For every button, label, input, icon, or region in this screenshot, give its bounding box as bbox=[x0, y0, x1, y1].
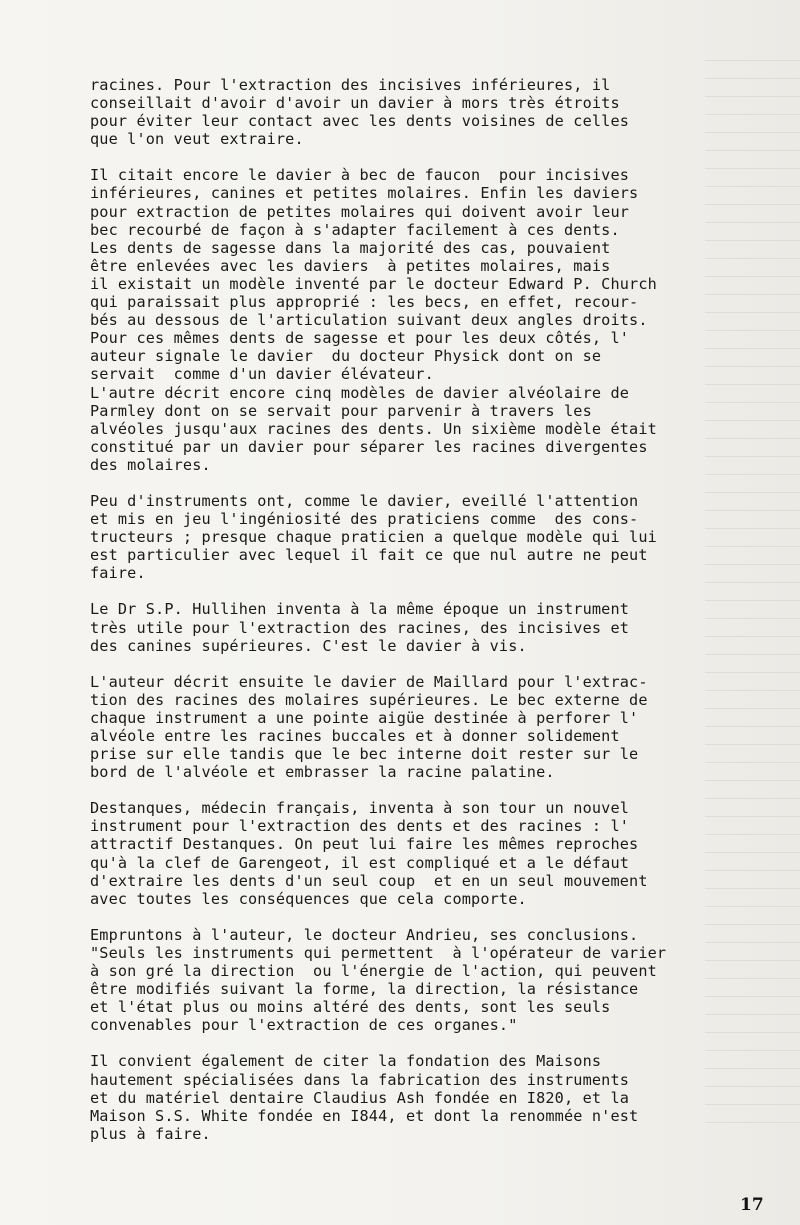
text-line: être enlevées avec les daviers à petites molaires, mais bbox=[90, 256, 611, 275]
paragraph bbox=[90, 76, 760, 148]
text-line: bés au dessous de l'articulation suivant deux angles droits. bbox=[90, 311, 648, 330]
paragraph bbox=[90, 166, 760, 474]
text-line: et l'état plus ou moins altéré des dents, sont les seuls bbox=[90, 998, 611, 1017]
text-line: Les dents de sagesse dans la majorité des cas, pouvaient bbox=[90, 238, 611, 257]
text-line: très utile pour l'extraction des racines, des incisives et bbox=[90, 618, 630, 637]
text-line: et du matériel dentaire Claudius Ash fondée en I820, et la bbox=[90, 1088, 630, 1107]
text-line: bord de l'alvéole et embrasser la racine palatine. bbox=[90, 763, 555, 782]
text-line: Il convient également de citer la fondation des Maisons bbox=[90, 1052, 602, 1071]
text-line: conseillait d'avoir d'avoir un davier à mors très étroits bbox=[90, 94, 620, 113]
text-line: constitué par un davier pour séparer les racines divergentes bbox=[90, 437, 648, 456]
text-line: alvéole entre les racines buccales et à donner solidement bbox=[90, 727, 620, 745]
text-line: avec toutes les conséquences que cela comporte. bbox=[90, 889, 527, 908]
paragraph bbox=[90, 926, 760, 1035]
text-line: des canines supérieures. C'est le davier à vis. bbox=[90, 636, 527, 655]
text-line: est particulier avec lequel il fait ce que nul autre ne peut bbox=[90, 546, 648, 565]
text-line: être modifiés suivant la forme, la direction, la résistance bbox=[90, 980, 639, 999]
text-line: pour éviter leur contact avec les dents voisines de celles bbox=[90, 112, 630, 131]
paragraph bbox=[90, 492, 760, 582]
text-line: bec recourbé de façon à s'adapter facilement à ces dents. bbox=[90, 220, 620, 239]
text-line: inférieures, canines et petites molaires. Enfin les daviers bbox=[90, 184, 639, 203]
text-line: Empruntons à l'auteur, le docteur Andrieu, ses conclusions. bbox=[90, 925, 639, 944]
text-line: que l'on veut extraire. bbox=[90, 130, 304, 149]
text-line: "Seuls les instruments qui permettent à l'opérateur de varier bbox=[90, 943, 667, 962]
text-line: plus à faire. bbox=[90, 1124, 211, 1143]
text-line: auteur signale le davier du docteur Physick dont on se bbox=[90, 347, 602, 366]
text-line: hautement spécialisées dans la fabrication des instruments bbox=[90, 1070, 630, 1089]
text-line: L'auteur décrit ensuite le davier de Maillard pour l'extrac- bbox=[90, 672, 648, 691]
text-line: L'autre décrit encore cinq modèles de davier alvéolaire de bbox=[90, 383, 630, 402]
paragraph bbox=[90, 1052, 760, 1142]
text-line: servait comme d'un davier élévateur. bbox=[90, 365, 434, 384]
text-line: alvéoles jusqu'aux racines des dents. Un sixième modèle était bbox=[90, 419, 657, 438]
text-line: d'extraire les dents d'un seul coup et en un seul mouvement bbox=[90, 871, 648, 890]
body-text bbox=[90, 76, 760, 1161]
text-line: tructeurs ; presque chaque praticien a quelque modèle qui lui bbox=[90, 528, 657, 547]
page-number: 17 bbox=[740, 1195, 764, 1215]
text-line: et mis en jeu l'ingéniosité des praticiens comme des cons- bbox=[90, 510, 639, 529]
text-line: Parmley dont on se servait pour parvenir à travers les bbox=[90, 401, 592, 420]
text-line: Pour ces mêmes dents de sagesse et pour les deux côtés, l' bbox=[90, 329, 630, 348]
text-line: prise sur elle tandis que le bec interne doit rester sur le bbox=[90, 745, 639, 764]
text-line: instrument pour l'extraction des dents et des racines : l' bbox=[90, 817, 630, 836]
text-line: convenables pour l'extraction de ces organes." bbox=[90, 1016, 518, 1035]
paragraph bbox=[90, 799, 760, 908]
text-line: Le Dr S.P. Hullihen inventa à la même époque un instrument bbox=[90, 600, 630, 619]
paragraph bbox=[90, 673, 760, 782]
text-line: des molaires. bbox=[90, 455, 211, 474]
text-line: faire. bbox=[90, 564, 146, 583]
text-line: à son gré la direction ou l'énergie de l'action, qui peuvent bbox=[90, 962, 657, 981]
text-line: tion des racines des molaires supérieures. Le bec externe de bbox=[90, 690, 648, 709]
text-line: Destanques, médecin français, inventa à son tour un nouvel bbox=[90, 799, 630, 818]
text-line: chaque instrument a une pointe aigüe destinée à perforer l' bbox=[90, 708, 639, 727]
text-line: Maison S.S. White fondée en I844, et dont la renommée n'est bbox=[90, 1106, 639, 1125]
text-line: pour extraction de petites molaires qui doivent avoir leur bbox=[90, 202, 630, 221]
text-line: Peu d'instruments ont, comme le davier, eveillé l'attention bbox=[90, 491, 639, 510]
text-line: qui paraissait plus approprié : les becs, en effet, recour- bbox=[90, 293, 639, 312]
text-line: qu'à la clef de Garengeot, il est compliqué et a le défaut bbox=[90, 853, 630, 872]
paragraph bbox=[90, 600, 760, 654]
text-line: il existait un modèle inventé par le docteur Edward P. Church bbox=[90, 274, 657, 293]
text-line: racines. Pour l'extraction des incisives inférieures, il bbox=[90, 76, 611, 94]
text-line: attractif Destanques. On peut lui faire les mêmes reproches bbox=[90, 835, 639, 854]
text-line: Il citait encore le davier à bec de faucon pour incisives bbox=[90, 166, 630, 185]
